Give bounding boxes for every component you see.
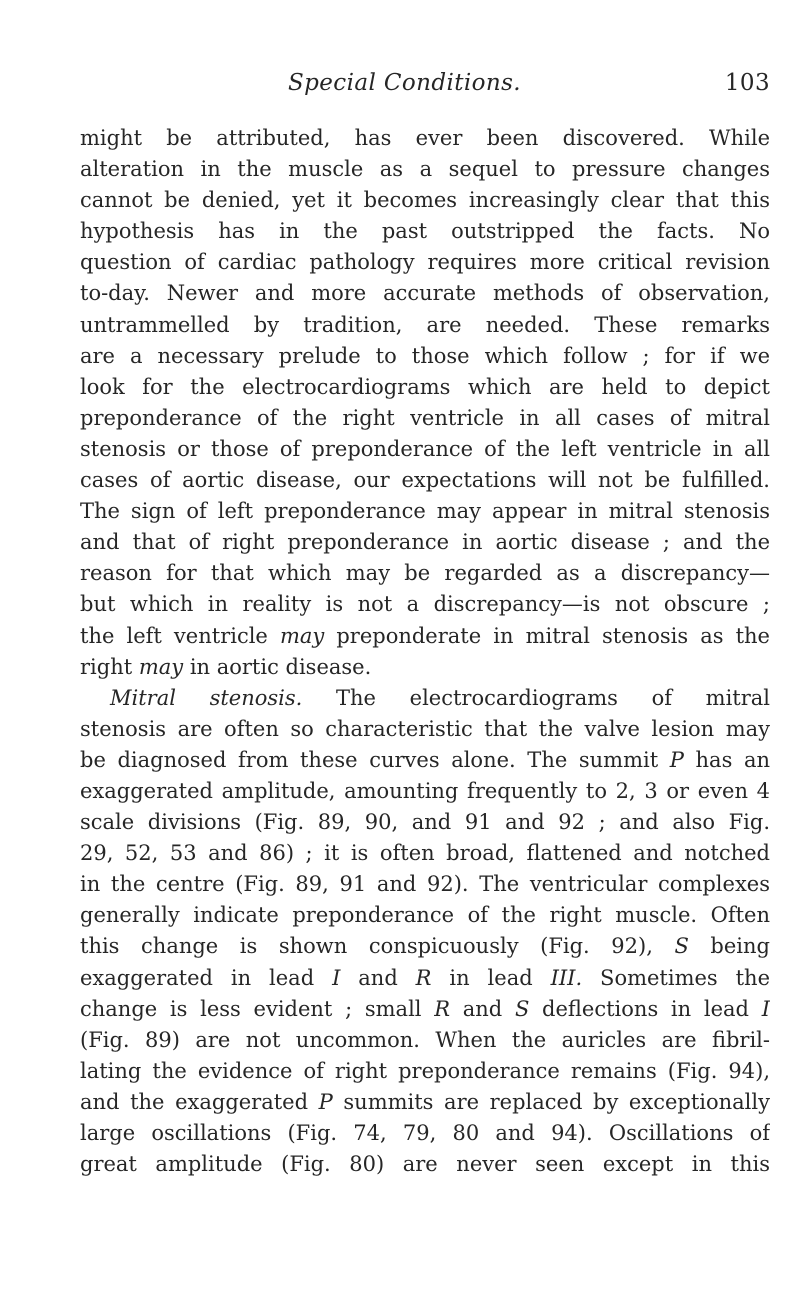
text-segment: right bbox=[80, 654, 139, 679]
text-segment: being bbox=[688, 934, 770, 959]
italic-text: R bbox=[415, 965, 432, 990]
text-segment: large oscillations (Fig. 74, 79, 80 and 94). Oscillations of bbox=[80, 1121, 770, 1145]
text-line bbox=[80, 1118, 770, 1149]
text-segment: alteration in the muscle as a sequel to pressure changes bbox=[80, 157, 770, 182]
text-line bbox=[80, 372, 770, 403]
text-line bbox=[80, 963, 770, 994]
text-line bbox=[80, 527, 770, 558]
text-line bbox=[80, 185, 770, 216]
text-segment: The electrocardiograms of mitral bbox=[302, 685, 770, 710]
text-line bbox=[80, 931, 770, 962]
text-line bbox=[80, 123, 770, 154]
text-line bbox=[80, 994, 770, 1025]
page-number: 103 bbox=[724, 70, 770, 96]
text-segment: but which in reality is not a discrepancy—is not obscure ; bbox=[80, 592, 770, 617]
text-segment: exaggerated in lead bbox=[80, 965, 333, 990]
text-segment: lating the evidence of right preponderance remains (Fig. 94), bbox=[80, 1058, 770, 1083]
text-line bbox=[80, 589, 770, 620]
text-line bbox=[80, 1087, 770, 1118]
text-segment: to-day. Newer and more accurate methods of observation, bbox=[80, 281, 770, 306]
text-segment: reason for that which may be regarded as a discrepancy— bbox=[80, 561, 770, 586]
text-line bbox=[80, 154, 770, 185]
text-segment: and bbox=[450, 996, 515, 1021]
text-line bbox=[80, 434, 770, 465]
text-segment: cannot be denied, yet it becomes increasingly clear that this bbox=[80, 188, 770, 213]
text-segment: The sign of left preponderance may appear in mitral stenosis bbox=[80, 499, 770, 524]
italic-text: III. bbox=[550, 965, 583, 990]
text-line bbox=[80, 310, 770, 341]
text-line bbox=[80, 403, 770, 434]
text-segment: in lead bbox=[431, 965, 551, 990]
text-segment: great amplitude (Fig. 80) are never seen except in this bbox=[80, 1152, 770, 1177]
running-head-title: Special Conditions. bbox=[288, 70, 522, 96]
text-line bbox=[80, 869, 770, 900]
text-segment: has an bbox=[683, 747, 770, 772]
text-segment: in aortic disease. bbox=[183, 654, 372, 679]
body-text bbox=[80, 123, 770, 1180]
text-segment: 29, 52, 53 and 86) ; it is often broad, flattened and notched bbox=[80, 841, 770, 866]
text-segment: and that of right preponderance in aortic disease ; and the bbox=[80, 530, 770, 555]
running-head bbox=[80, 70, 770, 106]
italic-text: S bbox=[674, 934, 689, 959]
text-segment: and the exaggerated bbox=[80, 1089, 319, 1114]
text-segment: untrammelled by tradition, are needed. These remarks bbox=[80, 312, 770, 337]
text-segment: (Fig. 89) are not uncommon. When the auricles are fibril- bbox=[80, 1027, 770, 1052]
text-segment: preponderance of the right ventricle in all cases of mitral bbox=[80, 405, 770, 430]
text-segment: are a necessary prelude to those which follow ; for if we bbox=[80, 343, 770, 368]
italic-text: S bbox=[514, 996, 530, 1021]
text-segment: in the centre (Fig. 89, 91 and 92). The ventricular complexes bbox=[80, 872, 770, 897]
text-line bbox=[80, 216, 770, 247]
text-segment: the left ventricle bbox=[80, 623, 280, 648]
text-segment: hypothesis has in the past outstripped the facts. No bbox=[80, 219, 770, 244]
text-line bbox=[80, 1149, 770, 1180]
text-segment: be diagnosed from these curves alone. The summit bbox=[80, 747, 670, 772]
text-line bbox=[80, 745, 770, 776]
italic-text: I bbox=[761, 996, 770, 1021]
text-segment: stenosis or those of preponderance of the left ventricle in all bbox=[80, 436, 770, 461]
text-segment: preponderate in mitral stenosis as the bbox=[324, 623, 770, 648]
text-line bbox=[80, 341, 770, 372]
text-segment: summits are replaced by exceptionally bbox=[332, 1089, 770, 1114]
text-segment: generally indicate preponderance of the right muscle. Often bbox=[80, 903, 770, 928]
italic-text: Mitral stenosis. bbox=[110, 685, 303, 710]
text-segment: might be attributed, has ever been discovered. While bbox=[80, 126, 770, 150]
text-line bbox=[80, 714, 770, 745]
text-line bbox=[80, 621, 770, 652]
text-segment: and bbox=[340, 965, 416, 990]
text-line bbox=[80, 900, 770, 931]
text-segment: Sometimes the bbox=[582, 965, 770, 990]
text-segment: cases of aortic disease, our expectations will not be fulfilled. bbox=[80, 468, 770, 493]
text-line bbox=[80, 807, 770, 838]
text-line bbox=[80, 278, 770, 309]
text-line bbox=[80, 838, 770, 869]
text-segment: exaggerated amplitude, amounting frequently to 2, 3 or even 4 bbox=[80, 778, 770, 803]
italic-text: R bbox=[434, 996, 451, 1021]
text-segment: look for the electrocardiograms which are held to depict bbox=[80, 374, 770, 399]
text-line bbox=[80, 776, 770, 807]
italic-text: may bbox=[279, 623, 325, 648]
italic-text: P bbox=[669, 747, 684, 772]
italic-text: may bbox=[138, 654, 184, 679]
text-segment: deflections in lead bbox=[529, 996, 762, 1021]
text-segment: stenosis are often so characteristic that the valve lesion may bbox=[80, 716, 770, 741]
text-segment: question of cardiac pathology requires more critical revision bbox=[80, 250, 770, 275]
text-line bbox=[80, 683, 770, 714]
text-line bbox=[80, 558, 770, 589]
italic-text: P bbox=[318, 1089, 333, 1114]
text-line bbox=[80, 652, 770, 683]
text-line bbox=[80, 1025, 770, 1056]
text-line bbox=[80, 247, 770, 278]
text-segment: change is less evident ; small bbox=[80, 996, 435, 1021]
text-segment: scale divisions (Fig. 89, 90, and 91 and 92 ; and also Fig. bbox=[80, 810, 770, 835]
text-segment: this change is shown conspicuously (Fig. 92), bbox=[80, 934, 675, 959]
text-line bbox=[80, 465, 770, 496]
italic-text: I bbox=[332, 965, 341, 990]
text-line bbox=[80, 496, 770, 527]
text-line bbox=[80, 1056, 770, 1087]
